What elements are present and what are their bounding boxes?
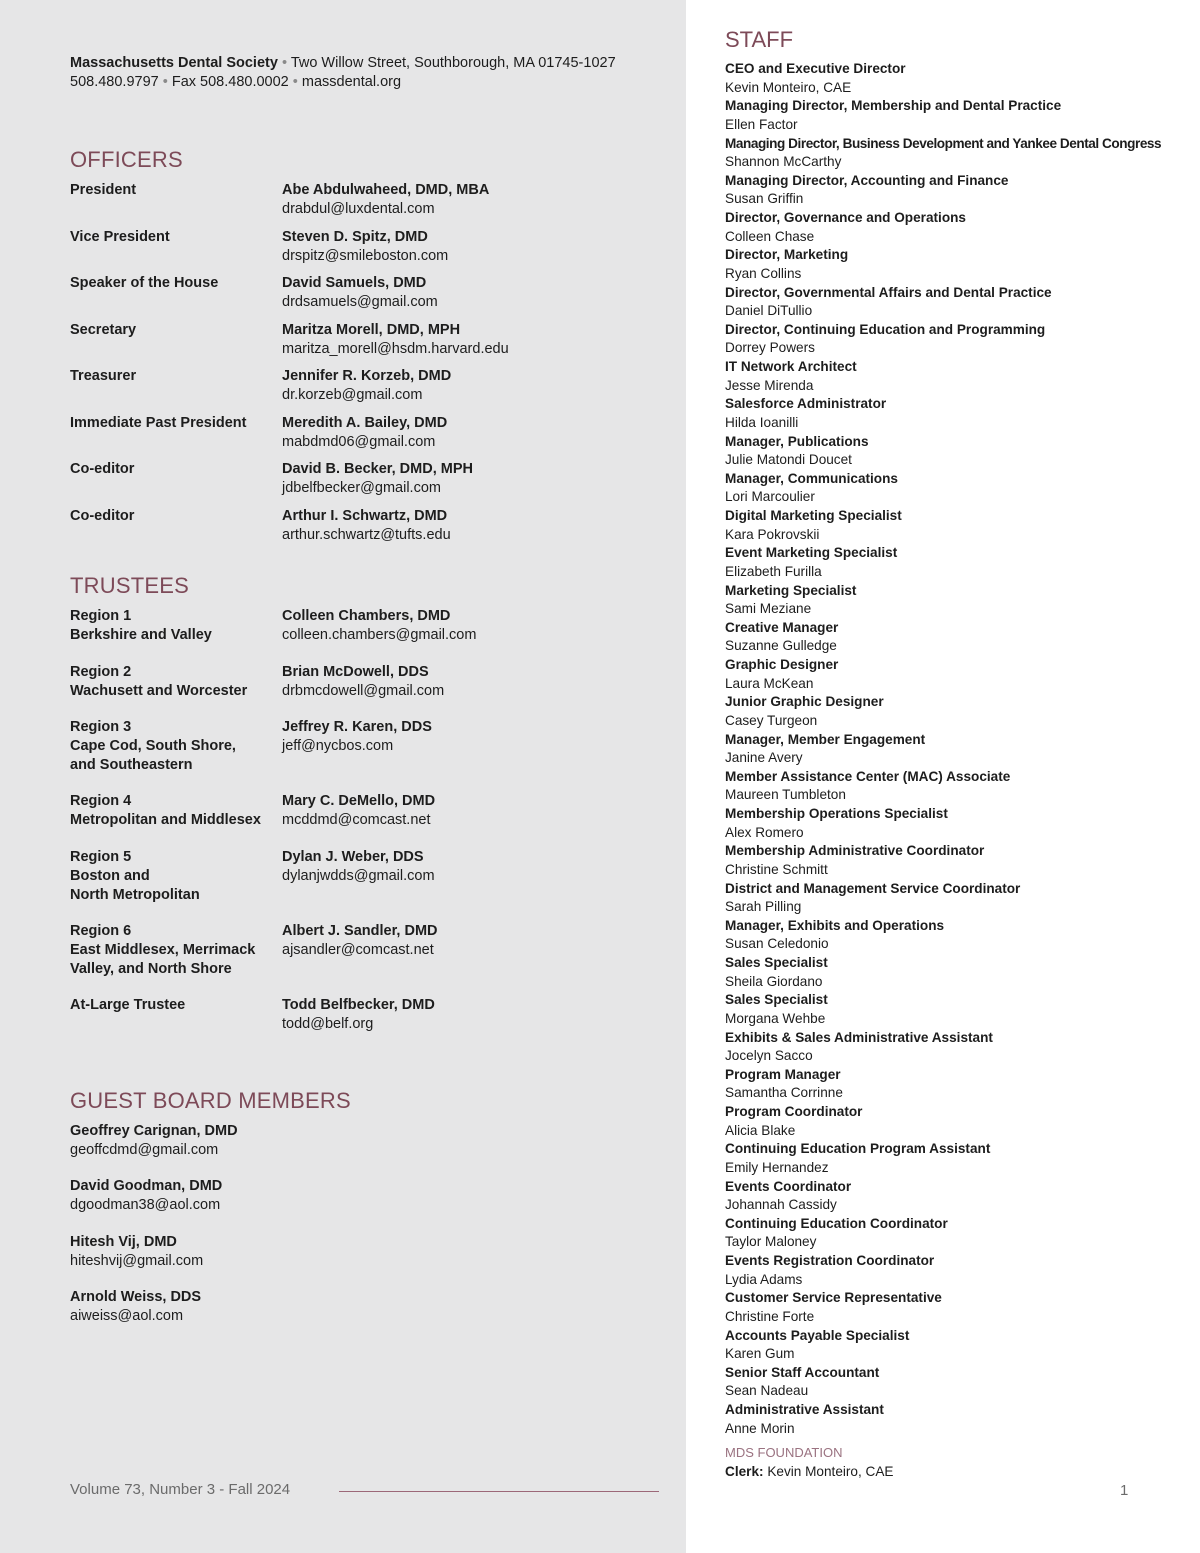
staff-name: Julie Matondi Doucet <box>725 452 852 468</box>
staff-name: Colleen Chase <box>725 228 815 244</box>
trustee-region: Region 3 <box>70 719 132 735</box>
officer-role: Immediate Past President <box>70 414 247 431</box>
trustee-region: Region 5 <box>70 848 132 865</box>
staff-name: Kevin Monteiro, CAE <box>725 79 852 95</box>
trustee-area: Metropolitan and Middlesex <box>70 812 261 828</box>
staff-title: Administrative Assistant <box>725 1402 884 1417</box>
officer-row <box>70 181 670 228</box>
contact-line-2 <box>70 73 616 92</box>
guest-name: Hitesh Vij, DMD <box>70 1233 177 1250</box>
officer-email[interactable]: drspitz@smileboston.com <box>282 247 449 264</box>
clerk-name: Kevin Monteiro, CAE <box>767 1464 894 1479</box>
staff-name: Alicia Blake <box>725 1122 796 1138</box>
officer-name: Abe Abdulwaheed, DMD, MBA <box>282 182 490 198</box>
staff-title: Director, Governance and Operations <box>725 210 966 225</box>
trustee-region: Region 1 <box>70 608 132 624</box>
trustee-email[interactable]: mcddmd@comcast.net <box>282 812 431 828</box>
staff-title: District and Management Service Coordinator <box>725 880 1021 896</box>
trustee-row <box>70 922 670 996</box>
trustee-row <box>70 718 670 792</box>
officer-role: Co-editor <box>70 461 135 477</box>
trustee-row <box>70 792 670 848</box>
staff-name: Taylor Maloney <box>725 1234 817 1250</box>
trustee-row <box>70 996 670 1052</box>
guest-email[interactable]: geoffcdmd@gmail.com <box>70 1142 219 1158</box>
staff-title: Events Registration Coordinator <box>725 1253 935 1268</box>
staff-name: Shannon McCarthy <box>725 154 842 170</box>
officer-role: Speaker of the House <box>70 275 219 291</box>
staff-title: Exhibits & Sales Administrative Assistant <box>725 1029 993 1045</box>
staff-title: Manager, Member Engagement <box>725 731 926 747</box>
trustee-area-line-2: North Metropolitan <box>70 886 200 903</box>
officer-email[interactable]: arthur.schwartz@tufts.edu <box>282 526 451 543</box>
officer-name: Meredith A. Bailey, DMD <box>282 414 448 431</box>
clerk-label: Clerk: <box>725 1464 764 1479</box>
org-website[interactable]: massdental.org <box>301 74 402 90</box>
trustee-email[interactable]: dylanjwdds@gmail.com <box>282 867 435 884</box>
staff-name: Daniel DiTullio <box>725 303 813 319</box>
staff-title: Program Coordinator <box>725 1104 863 1119</box>
officer-row <box>70 414 670 461</box>
volume-label: Volume 73, Number 3 - Fall 2024 <box>70 1481 291 1498</box>
staff-name: Sean Nadeau <box>725 1383 809 1399</box>
staff-title: Director, Marketing <box>725 247 849 263</box>
org-fax: Fax 508.480.0002 <box>171 74 289 90</box>
staff-title: Manager, Publications <box>725 433 869 449</box>
guest-row <box>70 1233 238 1288</box>
trustee-name: Albert J. Sandler, DMD <box>282 922 438 939</box>
staff-title: Membership Operations Specialist <box>725 806 948 821</box>
officer-name: Jennifer R. Korzeb, DMD <box>282 368 452 384</box>
org-name: Massachusetts Dental Society <box>70 55 278 71</box>
officer-email[interactable]: drabdul@luxdental.com <box>282 201 435 217</box>
guest-email[interactable]: hiteshvij@gmail.com <box>70 1252 204 1269</box>
staff-title: Senior Staff Accountant <box>725 1364 880 1380</box>
staff-title: Graphic Designer <box>725 657 839 672</box>
staff-name: Laura McKean <box>725 675 814 691</box>
staff-name: Susan Griffin <box>725 191 804 207</box>
officer-role: President <box>70 182 137 198</box>
officer-name: David B. Becker, DMD, MPH <box>282 461 473 477</box>
staff-name: Alex Romero <box>725 824 804 840</box>
staff-title: Sales Specialist <box>725 955 828 970</box>
guest-name: David Goodman, DMD <box>70 1178 223 1195</box>
staff-title: Events Coordinator <box>725 1178 852 1194</box>
trustee-name: Colleen Chambers, DMD <box>282 608 451 624</box>
staff-name: Karen Gum <box>725 1346 795 1362</box>
trustee-name: Dylan J. Weber, DDS <box>282 848 424 865</box>
staff-name: Janine Avery <box>725 750 803 766</box>
staff-name: Kara Pokrovskii <box>725 526 820 542</box>
guests-heading: GUEST BOARD MEMBERS <box>70 1088 351 1113</box>
trustee-area-line-2: Valley, and North Shore <box>70 960 232 977</box>
staff-name: Suzanne Gulledge <box>725 638 837 654</box>
officer-email[interactable]: maritza_morell@hsdm.harvard.edu <box>282 340 509 357</box>
staff-title: Program Manager <box>725 1066 841 1082</box>
foundation-clerk <box>725 1464 894 1479</box>
trustee-row <box>70 663 670 719</box>
officer-email[interactable]: jdbelfbecker@gmail.com <box>282 480 441 496</box>
officer-row <box>70 507 670 554</box>
staff-title: Marketing Specialist <box>725 582 857 598</box>
staff-title: Managing Director, Membership and Dental Practice <box>725 98 1062 114</box>
officer-name: Steven D. Spitz, DMD <box>282 228 428 245</box>
trustee-area: Berkshire and Valley <box>70 627 212 643</box>
trustee-area-line-2: and Southeastern <box>70 757 193 773</box>
staff-title: Manager, Communications <box>725 470 898 486</box>
separator-dot: • <box>162 74 168 90</box>
trustee-area: East Middlesex, Merrimack <box>70 941 256 958</box>
staff-name: Christine Forte <box>725 1308 815 1324</box>
staff-title: Sales Specialist <box>725 992 828 1008</box>
officer-email[interactable]: drdsamuels@gmail.com <box>282 294 438 310</box>
staff-title: Manager, Exhibits and Operations <box>725 917 945 933</box>
officer-name: Arthur I. Schwartz, DMD <box>282 507 448 524</box>
staff-title: Managing Director, Business Development and Yankee Dental Congress <box>725 135 1162 151</box>
staff-name: Lori Marcoulier <box>725 489 815 505</box>
trustee-region: Region 2 <box>70 663 132 680</box>
contact-line-1 <box>70 54 616 73</box>
staff-title: CEO and Executive Director <box>725 61 906 76</box>
staff-title: Continuing Education Program Assistant <box>725 1141 991 1157</box>
staff-title: Continuing Education Coordinator <box>725 1215 948 1231</box>
staff-name: Ellen Factor <box>725 116 798 132</box>
staff-name: Sheila Giordano <box>725 973 823 989</box>
staff-title: Membership Administrative Coordinator <box>725 843 985 859</box>
foundation-heading: MDS FOUNDATION <box>725 1445 843 1460</box>
officer-row <box>70 228 670 275</box>
staff-title: Director, Continuing Education and Programming <box>725 321 1046 337</box>
officers-list <box>70 181 670 553</box>
trustee-region: At-Large Trustee <box>70 996 186 1013</box>
guest-row <box>70 1122 238 1177</box>
trustee-email[interactable]: colleen.chambers@gmail.com <box>282 627 477 643</box>
staff-name: Anne Morin <box>725 1420 795 1436</box>
guest-email[interactable]: aiweiss@aol.com <box>70 1308 184 1325</box>
trustee-name: Jeffrey R. Karen, DDS <box>282 719 432 735</box>
trustee-name: Brian McDowell, DDS <box>282 663 429 680</box>
staff-name: Casey Turgeon <box>725 712 818 728</box>
staff-heading: STAFF <box>725 27 794 52</box>
staff-list <box>725 60 1185 1438</box>
trustee-region: Region 6 <box>70 922 132 939</box>
staff-name: Emily Hernandez <box>725 1159 829 1175</box>
officer-role: Co-editor <box>70 507 135 524</box>
trustee-email[interactable]: jeff@nycbos.com <box>282 738 394 754</box>
guest-row <box>70 1288 238 1343</box>
staff-name: Hilda Ioanilli <box>725 414 799 430</box>
staff-title: Event Marketing Specialist <box>725 545 898 561</box>
staff-title: Salesforce Administrator <box>725 396 887 412</box>
staff-title: IT Network Architect <box>725 359 857 374</box>
trustee-name: Todd Belfbecker, DMD <box>282 996 435 1013</box>
staff-name: Susan Celedonio <box>725 936 829 952</box>
trustee-email[interactable]: ajsandler@comcast.net <box>282 941 434 958</box>
guests-list <box>70 1122 238 1344</box>
staff-name: Johannah Cassidy <box>725 1197 837 1213</box>
trustee-area: Wachusett and Worcester <box>70 682 248 699</box>
staff-title: Digital Marketing Specialist <box>725 508 902 523</box>
trustee-email[interactable]: drbmcdowell@gmail.com <box>282 682 445 699</box>
separator-dot: • <box>292 74 298 90</box>
page-number: 1 <box>1120 1482 1129 1499</box>
separator-dot: • <box>281 55 288 71</box>
officer-row <box>70 321 670 368</box>
trustee-region: Region 4 <box>70 793 132 809</box>
staff-title: Director, Governmental Affairs and Dental Practice <box>725 284 1052 300</box>
guest-row <box>70 1177 238 1232</box>
contact-block <box>70 54 616 92</box>
org-address: Two Willow Street, Southborough, MA 01745-1027 <box>290 55 616 71</box>
staff-name: Morgana Wehbe <box>725 1010 826 1026</box>
org-phone: 508.480.9797 <box>70 74 159 90</box>
guest-name: Geoffrey Carignan, DMD <box>70 1123 238 1139</box>
officer-role: Vice President <box>70 228 170 245</box>
trustee-email[interactable]: todd@belf.org <box>282 1015 374 1032</box>
staff-title: Accounts Payable Specialist <box>725 1327 910 1343</box>
staff-title: Member Assistance Center (MAC) Associate <box>725 768 1011 784</box>
officers-heading: OFFICERS <box>70 147 183 172</box>
staff-title: Customer Service Representative <box>725 1290 942 1306</box>
staff-name: Lydia Adams <box>725 1271 803 1287</box>
trustees-list <box>70 607 670 1051</box>
trustee-area: Boston and <box>70 867 150 884</box>
officer-name: Maritza Morell, DMD, MPH <box>282 321 461 338</box>
officer-email[interactable]: mabdmd06@gmail.com <box>282 433 436 450</box>
staff-name: Christine Schmitt <box>725 861 828 877</box>
trustee-name: Mary C. DeMello, DMD <box>282 793 436 809</box>
staff-name: Sarah Pilling <box>725 899 802 915</box>
staff-name: Dorrey Powers <box>725 340 815 356</box>
staff-name: Samantha Corrinne <box>725 1085 843 1101</box>
staff-name: Ryan Collins <box>725 265 802 281</box>
officer-row <box>70 274 670 321</box>
staff-title: Junior Graphic Designer <box>725 694 884 710</box>
officer-row <box>70 460 670 507</box>
staff-title: Managing Director, Accounting and Finance <box>725 172 1009 188</box>
staff-name: Maureen Tumbleton <box>725 787 846 803</box>
guest-email[interactable]: dgoodman38@aol.com <box>70 1197 221 1214</box>
staff-name: Sami Meziane <box>725 601 812 617</box>
footer-divider <box>339 1491 659 1492</box>
officer-email[interactable]: dr.korzeb@gmail.com <box>282 387 423 403</box>
trustee-row <box>70 607 670 663</box>
guest-name: Arnold Weiss, DDS <box>70 1289 202 1306</box>
trustees-heading: TRUSTEES <box>70 573 189 598</box>
officer-row <box>70 367 670 414</box>
staff-name: Elizabeth Furilla <box>725 563 822 579</box>
staff-name: Jocelyn Sacco <box>725 1048 813 1064</box>
staff-title: Creative Manager <box>725 619 839 635</box>
officer-role: Treasurer <box>70 368 137 384</box>
staff-name: Jesse Mirenda <box>725 377 814 393</box>
officer-role: Secretary <box>70 321 137 338</box>
officer-name: David Samuels, DMD <box>282 275 427 291</box>
trustee-area: Cape Cod, South Shore, <box>70 738 236 754</box>
trustee-row <box>70 848 670 922</box>
